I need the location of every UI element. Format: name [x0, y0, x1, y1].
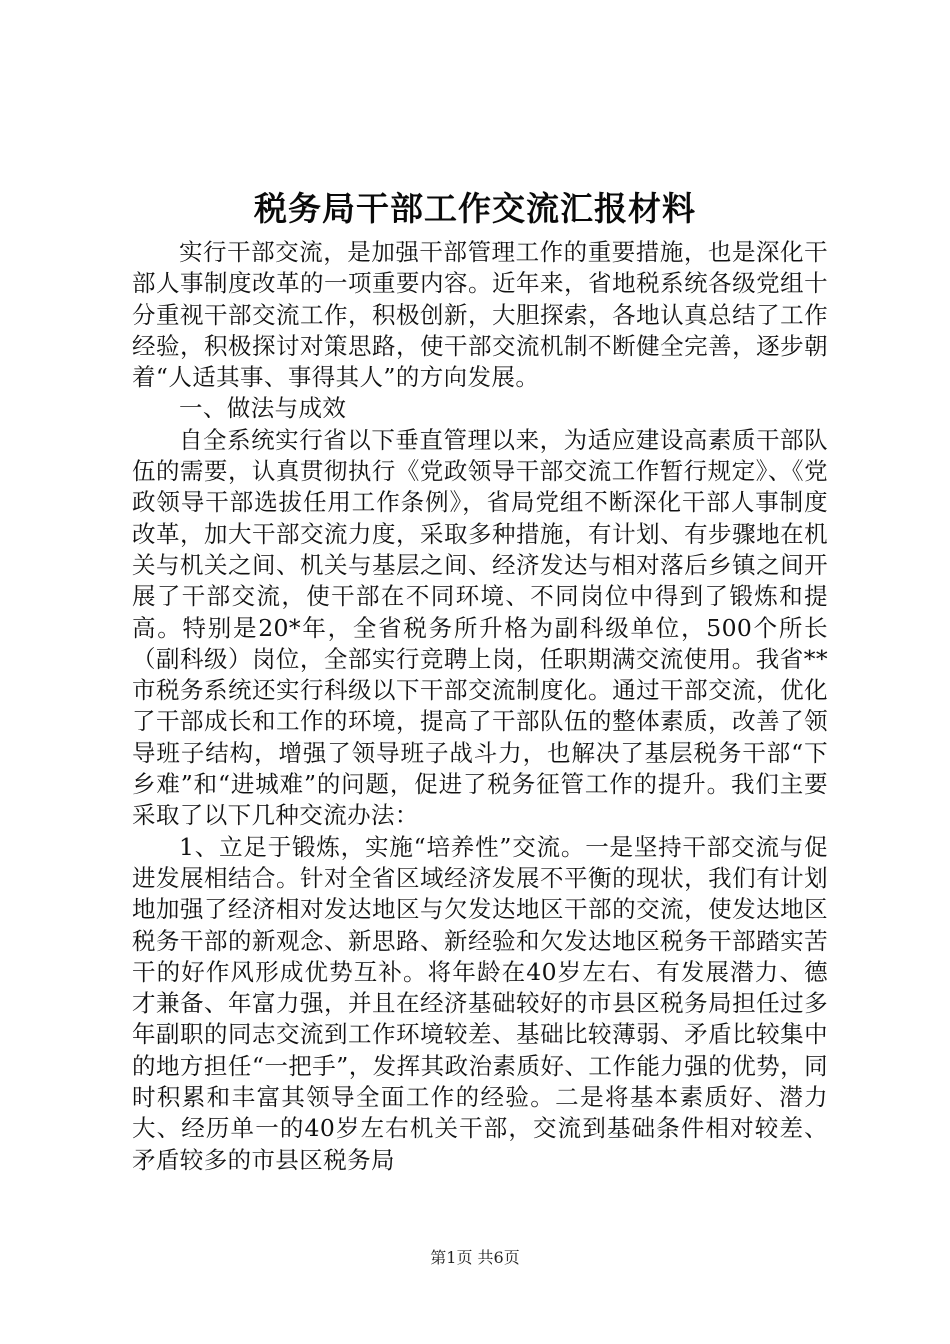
section-heading: 一、做法与成效: [179, 394, 347, 423]
body-paragraph: 自全系统实行省以下垂直管理以来，为适应建设高素质干部队伍的需要，认真贯彻执行《党政领导干部交流工作暂行规定》、《党政领导干部选拔任用工作条例》，省局党组不断深化干部人事制度改革，加大干部交流力度，采取多种措施，有计划、有步骤地在机关与机关之间、机关与基层之间、经济发达与相对落后乡镇之间开展了干部交流，使干部在不同环境、不同岗位中得到了锻炼和提高。特别是20*年，全省税务所升格为副科级单位，500个所长（副科级）岗位，全部实行竞聘上岗，任职期满交流使用。我省**市税务系统还实行科级以下干部交流制度化。通过干部交流，优化了干部成长和工作的环境，提高了干部队伍的整体素质，改善了领导班子结构，增强了领导班子战斗力，也解决了基层税务干部“下乡难”和“进城难”的问题，促进了税务征管工作的提升。我们主要采取了以下几种交流办法：: [132, 425, 828, 830]
intro-paragraph: 实行干部交流，是加强干部管理工作的重要措施，也是深化干部人事制度改革的一项重要内容。近年来，省地税系统各级党组十分重视干部交流工作，积极创新，大胆探索，各地认真总结了工作经验，积极探讨对策思路，使干部交流机制不断健全完善，逐步朝着“人适其事、事得其人”的方向发展。: [132, 238, 828, 392]
page-footer: 第1页 共6页: [430, 1248, 520, 1267]
body-paragraph: 1、立足于锻炼，实施“培养性”交流。一是坚持干部交流与促进发展相结合。针对全省区域经济发展不平衡的现状，我们有计划地加强了经济相对发达地区与欠发达地区干部的交流，使发达地区税务干部的新观念、新思路、新经验和欠发达地区税务干部踏实苦干的好作风形成优势互补。将年龄在40岁左右、有发展潜力、德才兼备、年富力强，并且在经济基础较好的市县区税务局担任过多年副职的同志交流到工作环境较差、基础比较薄弱、矛盾比较集中的地方担任“一把手”，发挥其政治素质好、工作能力强的优势，同时积累和丰富其领导全面工作的经验。二是将基本素质好、潜力大、经历单一的40岁左右机关干部，交流到基础条件相对较差、矛盾较多的市县区税务局: [132, 832, 828, 1174]
document-body: [132, 237, 828, 1176]
document-title: 税务局干部工作交流汇报材料: [254, 189, 696, 228]
